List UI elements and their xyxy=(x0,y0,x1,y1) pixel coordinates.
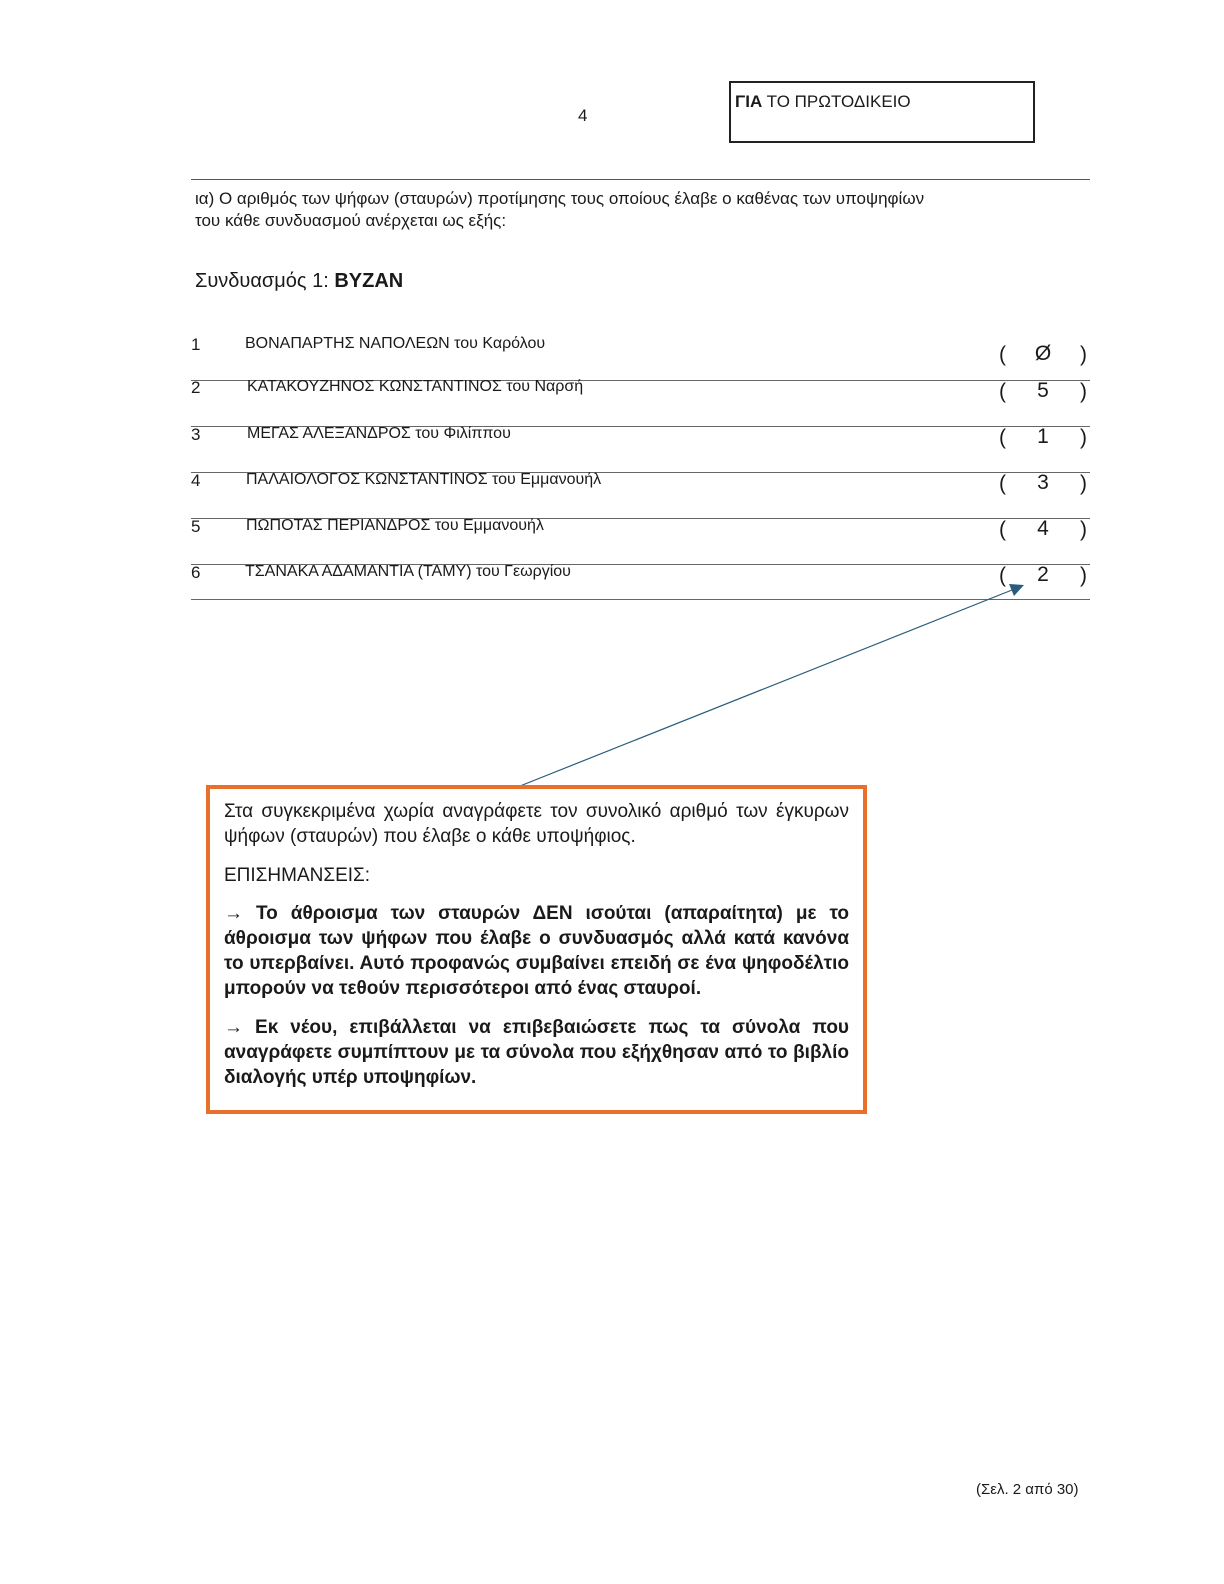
vote-count-value: 5 xyxy=(1037,379,1049,402)
bracket-open: ( xyxy=(999,472,1006,495)
page-indicator: (Σελ. 2 από 30) xyxy=(976,1481,1079,1498)
bracket-close: ) xyxy=(1080,426,1087,449)
candidate-row xyxy=(191,427,1090,473)
candidate-name: ΒΟΝΑΠΑΡΤΗΣ ΝΑΠΟΛΕΩΝ του Καρόλου xyxy=(245,335,546,352)
bracket-close: ) xyxy=(1080,564,1087,587)
note-title: ΕΠΙΣΗΜΑΝΣΕΙΣ: xyxy=(224,865,371,886)
candidate-name: ΠΑΛΑΙΟΛΟΓΟΣ ΚΩΝΣΤΑΝΤΙΝΟΣ του Εμμανουήλ xyxy=(246,471,602,488)
combination-heading xyxy=(195,270,403,293)
note-point-2: → Εκ νέου, επιβάλλεται να επιβεβαιώσετε πως τα σύνολα που αναγράφετε συμπίπτουν με τα σύνολα που εξήχθησαν από το βιβλίο διαλογής υπέρ υποψηφίων. xyxy=(224,1017,849,1088)
note-intro: Στα συγκεκριμένα χωρία αναγράφετε τον συνολικό αριθμό των έγκυρων ψήφων (σταυρών) που έλαβε ο κάθε υποψήφιος. xyxy=(224,801,849,847)
court-label-box xyxy=(729,81,1035,143)
callout-arrow-line xyxy=(520,590,1012,786)
court-label-text: ΤΟ ΠΡΩΤΟΔΙΚΕΙΟ xyxy=(762,92,911,111)
bracket-open: ( xyxy=(999,380,1006,403)
vote-count-field[interactable] xyxy=(997,562,1089,592)
candidate-number: 1 xyxy=(191,335,201,354)
combination-label: Συνδυασμός 1: xyxy=(195,270,335,292)
vote-count-value: 2 xyxy=(1037,563,1049,586)
candidate-number: 4 xyxy=(191,471,201,490)
candidate-row xyxy=(191,565,1090,600)
court-label-bold: ΓΙΑ xyxy=(735,92,763,111)
candidate-name: ΤΣΑΝΑΚΑ ΑΔΑΜΑΝΤΙΑ (ΤΑΜΥ) του Γεωργίου xyxy=(245,563,571,580)
intro-text xyxy=(195,188,1015,232)
bracket-open: ( xyxy=(999,518,1006,541)
bracket-close: ) xyxy=(1080,518,1087,541)
candidate-name: ΠΩΠΟΤΑΣ ΠΕΡΙΑΝΔΡΟΣ του Εμμανουήλ xyxy=(246,517,544,534)
candidate-row xyxy=(191,378,1090,427)
candidate-name: ΜΕΓΑΣ ΑΛΕΞΑΝΔΡΟΣ του Φιλίππου xyxy=(247,425,511,442)
combination-name: ΒΥΖΑΝ xyxy=(334,270,404,292)
bracket-open: ( xyxy=(999,426,1006,449)
candidate-name: ΚΑΤΑΚΟΥΖΗΝΟΣ ΚΩΝΣΤΑΝΤΙΝΟΣ του Ναρσή xyxy=(247,378,584,395)
vote-count-value: 1 xyxy=(1037,425,1049,448)
bracket-close: ) xyxy=(1080,472,1087,495)
candidate-row xyxy=(191,519,1090,565)
vote-count-field[interactable] xyxy=(997,424,1089,454)
vote-count-field[interactable] xyxy=(997,378,1089,408)
intro-line-1: ια) Ο αριθμός των ψήφων (σταυρών) προτίμησης τους οποίους έλαβε ο καθένας των υποψηφίων xyxy=(195,189,925,208)
bracket-open: ( xyxy=(999,343,1006,366)
candidate-number: 5 xyxy=(191,517,201,536)
candidate-row xyxy=(191,473,1090,519)
intro-line-2: του κάθε συνδυασμού ανέρχεται ως εξής: xyxy=(195,211,507,230)
page-number: 4 xyxy=(578,106,588,125)
vote-count-value: Ø xyxy=(1034,342,1052,365)
bracket-close: ) xyxy=(1080,380,1087,403)
candidate-number: 3 xyxy=(191,425,201,444)
vote-count-value: 4 xyxy=(1037,517,1049,540)
candidate-row xyxy=(191,335,1090,381)
vote-count-field[interactable] xyxy=(997,470,1089,500)
vote-count-field[interactable] xyxy=(997,341,1089,371)
candidate-number: 6 xyxy=(191,563,201,582)
instruction-note-box xyxy=(206,785,867,1114)
bracket-close: ) xyxy=(1080,343,1087,366)
bracket-open: ( xyxy=(999,564,1006,587)
note-point-1: → Το άθροισμα των σταυρών ΔΕΝ ισούται (απαραίτητα) με το άθροισμα των ψήφων που έλαβε ο συνδυασμός αλλά κατά κανόνα το υπερβαίνει. Αυτό προφανώς συμβαίνει επειδή σε ένα ψηφοδέλτιο μπορούν να τεθούν περισσότεροι από ένας σταυροί. xyxy=(224,903,849,999)
candidate-number: 2 xyxy=(191,378,201,397)
vote-count-value: 3 xyxy=(1037,471,1049,494)
top-divider xyxy=(191,179,1090,180)
vote-count-field[interactable] xyxy=(997,516,1089,546)
